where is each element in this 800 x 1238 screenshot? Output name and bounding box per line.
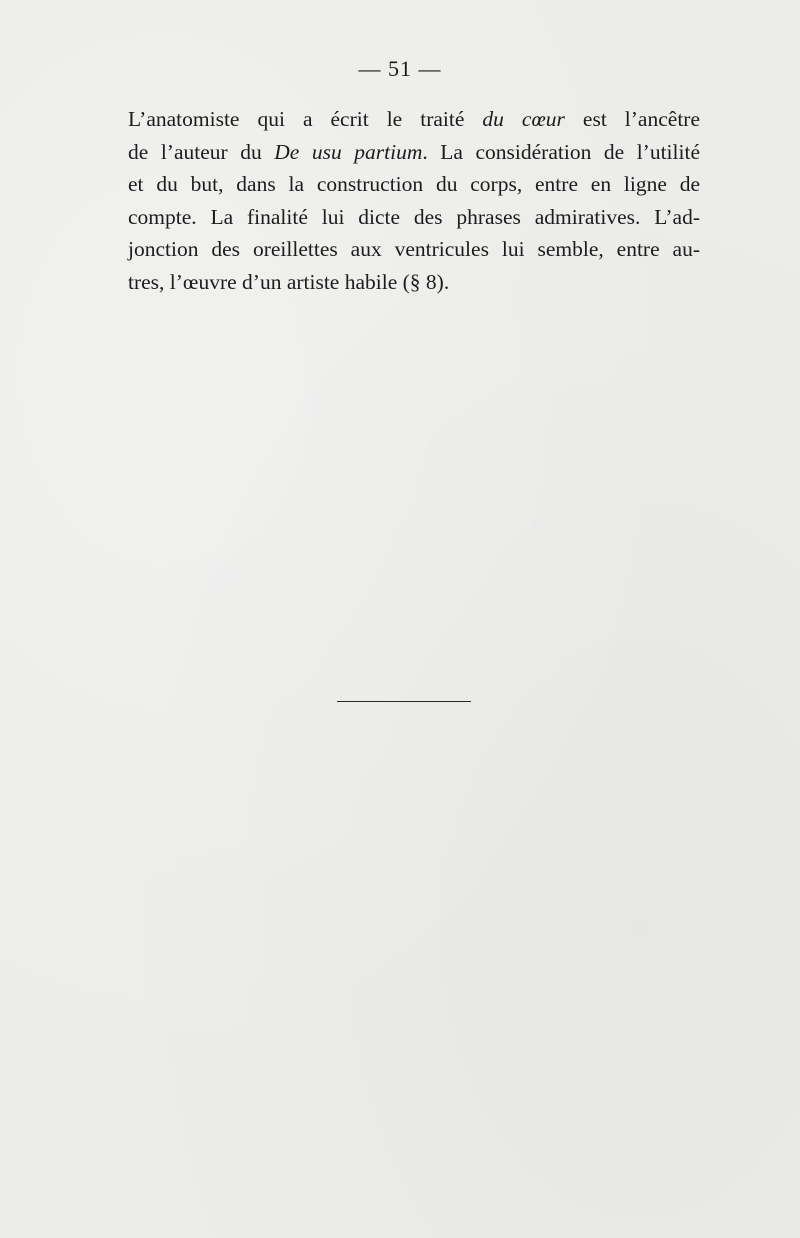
italic-title-du-coeur: du cœur: [482, 107, 565, 131]
italic-title-de-usu-partium: De usu partium: [274, 139, 423, 164]
text-run: jonction des oreillettes aux ventricules lui semble, entre au-: [128, 237, 700, 262]
body-paragraph: [104, 103, 700, 299]
text-run: tres, l’œuvre d’un artiste habile (§ 8).: [128, 269, 450, 294]
page-number: — 51 —: [358, 56, 442, 81]
paragraph-line: [104, 266, 700, 299]
text-run: compte. La finalité lui dicte des phrases admiratives. L’ad-: [128, 204, 700, 229]
paragraph-line: [104, 136, 700, 169]
paragraph-line: [104, 233, 700, 266]
text-run: . La considération de l’utilité: [422, 139, 700, 164]
paragraph-line: [104, 168, 700, 201]
text-run: de l’auteur du: [128, 139, 275, 164]
text-run: est l’ancêtre: [564, 107, 700, 131]
text-run: L’anatomiste qui a écrit le traité: [128, 107, 483, 131]
text-run: et du but, dans la construction du corps, entre en ligne de: [128, 172, 700, 197]
section-divider: [337, 701, 471, 702]
paragraph-line: [104, 103, 700, 136]
paragraph-line: [104, 201, 700, 234]
